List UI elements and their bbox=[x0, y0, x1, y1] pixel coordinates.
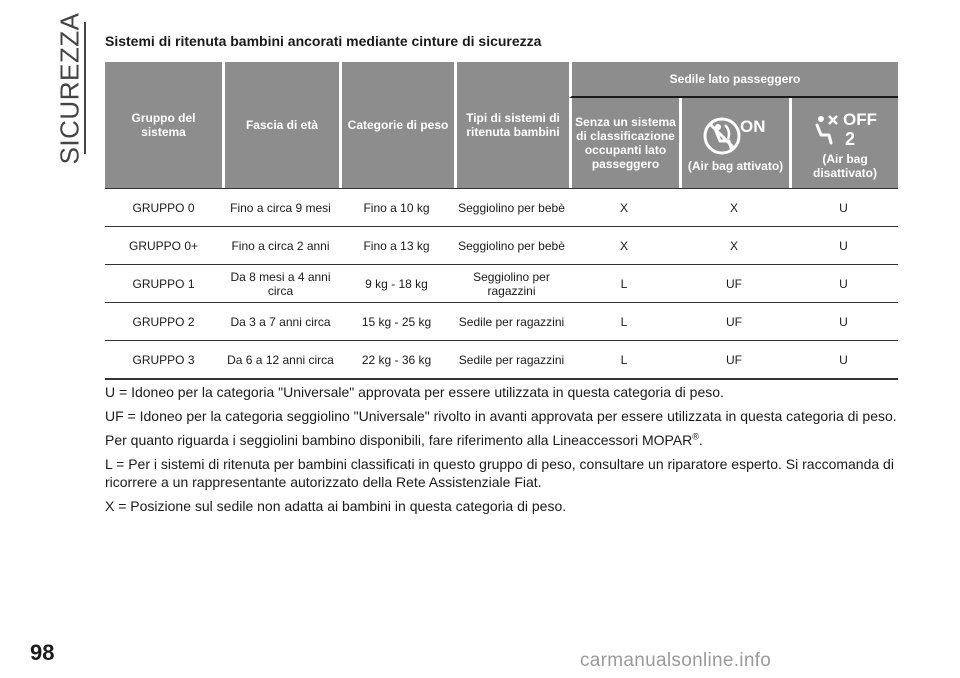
cell-type: Sedile per ragazzini bbox=[454, 341, 569, 380]
header-airbag-on bbox=[679, 98, 789, 188]
cell-type: Seggiolino per bebè bbox=[454, 227, 569, 265]
cell-airbag-off: U bbox=[789, 188, 898, 227]
cell-airbag-on: UF bbox=[679, 265, 789, 303]
cell-airbag-off: U bbox=[789, 265, 898, 303]
note-mopar bbox=[105, 431, 905, 449]
cell-age: Fino a circa 9 mesi bbox=[222, 188, 339, 227]
cell-age: Da 3 a 7 anni circa bbox=[222, 303, 339, 341]
registered-mark: ® bbox=[692, 431, 699, 442]
header-weight: Categorie di peso bbox=[339, 62, 454, 188]
cell-airbag-off: U bbox=[789, 303, 898, 341]
cell-airbag-on: UF bbox=[679, 303, 789, 341]
cell-weight: Fino a 13 kg bbox=[339, 227, 454, 265]
cell-group: GRUPPO 0 bbox=[105, 188, 222, 227]
airbag-off-icon bbox=[807, 107, 883, 149]
header-passenger-seat: Sedile lato passeggero bbox=[569, 62, 898, 98]
header-age: Fascia di età bbox=[222, 62, 339, 188]
header-restraint-type: Tipi di sistemi di ritenuta bambini bbox=[454, 62, 569, 188]
airbag-off-label: (Air bag disattivato) bbox=[813, 151, 878, 180]
cell-group: GRUPPO 2 bbox=[105, 303, 222, 341]
cell-no-class: L bbox=[569, 303, 679, 341]
cell-group: GRUPPO 3 bbox=[105, 341, 222, 380]
child-restraint-table bbox=[105, 62, 898, 380]
cell-age: Da 8 mesi a 4 anni circa bbox=[222, 265, 339, 303]
cell-type: Seggiolino per ragazzini bbox=[454, 265, 569, 303]
cell-age: Fino a circa 2 anni bbox=[222, 227, 339, 265]
note-not-suitable: X = Posizione sul sedile non adatta ai bambini in questa categoria di peso. bbox=[105, 498, 567, 514]
airbag-on-badge: ON bbox=[739, 116, 765, 136]
table-row bbox=[105, 188, 898, 227]
cell-group: GRUPPO 1 bbox=[105, 265, 222, 303]
table-row bbox=[105, 341, 898, 380]
cell-airbag-off: U bbox=[789, 227, 898, 265]
note-mopar-text: Per quanto riguarda i seggiolini bambino disponibili, fare riferimento alla Lineaccessori MOPAR bbox=[105, 432, 693, 448]
page-number: 98 bbox=[30, 640, 55, 665]
cell-weight: Fino a 10 kg bbox=[339, 188, 454, 227]
cell-age: Da 6 a 12 anni circa bbox=[222, 341, 339, 380]
cell-airbag-off: U bbox=[789, 341, 898, 380]
note-universal-forward: UF = Idoneo per la categoria seggiolino "Universale" rivolto in avanti approvata per essere utilizzata in questa categoria di peso. bbox=[105, 408, 897, 424]
note-limited: L = Per i sistemi di ritenuta per bambini classificati in questo gruppo di peso, consultare un riparatore esperto. Si raccomanda di ricorrere a un rappresentante autorizzato della Rete Assistenziale Fiat. bbox=[105, 456, 894, 490]
cell-no-class: X bbox=[569, 188, 679, 227]
page-title: Sistemi di ritenuta bambini ancorati mediante cinture di sicurezza bbox=[105, 33, 542, 49]
airbag-off-number: 2 bbox=[845, 128, 856, 149]
cell-no-class: L bbox=[569, 341, 679, 380]
cell-airbag-on: X bbox=[679, 188, 789, 227]
cell-weight: 22 kg - 36 kg bbox=[339, 341, 454, 380]
header-group: Gruppo del sistema bbox=[105, 62, 222, 188]
section-label-text: SICUREZZA bbox=[54, 12, 85, 164]
cell-airbag-on: UF bbox=[679, 341, 789, 380]
airbag-off-badge: OFF bbox=[843, 109, 878, 129]
cell-no-class: X bbox=[569, 227, 679, 265]
cell-no-class: L bbox=[569, 265, 679, 303]
note-universal: U = Idoneo per la categoria "Universale" approvata per essere utilizzata in questa categoria di peso. bbox=[105, 384, 724, 400]
section-side-rule bbox=[84, 22, 86, 154]
cell-type: Seggiolino per bebè bbox=[454, 188, 569, 227]
legend-notes bbox=[105, 383, 905, 521]
table-row bbox=[105, 303, 898, 341]
header-no-classification: Senza un sistema di classificazione occupanti lato passeggero bbox=[569, 98, 679, 188]
section-side-label bbox=[52, 12, 88, 164]
airbag-on-icon bbox=[698, 114, 774, 156]
airbag-on-label: (Air bag attivato) bbox=[687, 158, 784, 173]
note-mopar-end: . bbox=[698, 432, 703, 448]
cell-group: GRUPPO 0+ bbox=[105, 227, 222, 265]
cell-airbag-on: X bbox=[679, 227, 789, 265]
table-row bbox=[105, 265, 898, 303]
watermark: carmanualsonline.info bbox=[580, 650, 772, 671]
cell-weight: 15 kg - 25 kg bbox=[339, 303, 454, 341]
cell-type: Sedile per ragazzini bbox=[454, 303, 569, 341]
header-airbag-off bbox=[789, 98, 898, 188]
cell-weight: 9 kg - 18 kg bbox=[339, 265, 454, 303]
table-row bbox=[105, 227, 898, 265]
